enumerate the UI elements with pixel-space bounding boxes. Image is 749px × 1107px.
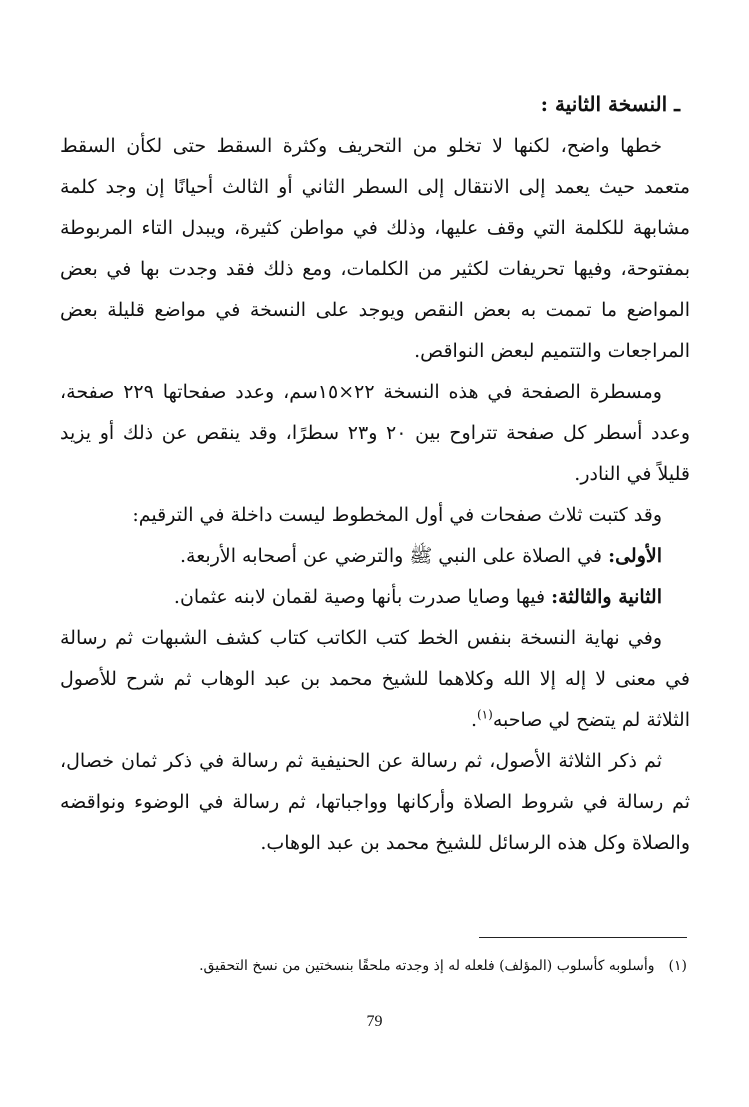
- footnote-number: (١): [668, 958, 687, 974]
- footnote-reference[interactable]: (١): [476, 707, 493, 722]
- paragraph-dimensions: ومسطرة الصفحة في هذه النسخة ٢٢×١٥سم، وعدد صفحاتها ٢٢٩ صفحة، وعدد أسطر كل صفحة تتراوح بين ٢٠ و٢٣ سطرًا، وقد ينقص عن ذلك أو يزيد قليلاً في النادر.: [60, 381, 691, 485]
- first-page-text: في الصلاة على النبي ﷺ والترضي عن أصحابه الأربعة.: [180, 545, 609, 567]
- paragraph-description: خطها واضح، لكنها لا تخلو من التحريف وكثرة السقط حتى لكأن السقط متعمد حيث يعمد إلى الانتقال إلى السطر الثاني أو الثالث أحيانًا إن وجد كلمة مشابهة للكلمة التي وقف عليها، وذلك في مواطن كثيرة، ويبدل التاء المربوطة بمفتوحة، وفيها تحريفات لكثير من الكلمات، ومع ذلك فقد وجدت بها في بعض المواضع ما تممت به بعض النقص ويوجد على النسخة في مواضع قليلة بعض المراجعات والتتميم لبعض النواقص.: [60, 135, 690, 362]
- footnote-divider: [479, 937, 687, 938]
- page-number: 79: [366, 1013, 383, 1030]
- paragraph-second-third-pages: [60, 577, 690, 618]
- paragraph-end-contents: [60, 618, 690, 741]
- section-heading: ـ النسخة الثانية :: [540, 92, 680, 116]
- footnote: [67, 955, 687, 977]
- first-page-label: الأولى:: [608, 545, 662, 567]
- end-contents-period: .: [470, 709, 477, 731]
- footnote-text: وأسلوبه كأسلوب (المؤلف) فلعله له إذ وجدته ملحقًا بنسختين من نسخ التحقيق.: [199, 958, 655, 974]
- paragraph-first-page: [60, 536, 690, 577]
- main-text: [60, 82, 690, 864]
- paragraph-extra-pages: وقد كتبت ثلاث صفحات في أول المخطوط ليست داخلة في الترقيم:: [132, 504, 662, 526]
- end-contents-text: وفي نهاية النسخة بنفس الخط كتب الكاتب كتاب كشف الشبهات ثم رسالة في معنى لا إله إلا الله وكلاهما للشيخ محمد بن عبد الوهاب ثم شرح للأصول الثلاثة لم يتضح لي صاحبه: [60, 627, 690, 731]
- paragraph-treatises: ثم ذكر الثلاثة الأصول، ثم رسالة عن الحنيفية ثم رسالة في ذكر ثمان خصال، ثم رسالة في شروط الصلاة وأركانها وواجباتها، ثم رسالة في الوضوء ونواقضه والصلاة وكل هذه الرسائل للشيخ محمد بن عبد الوهاب.: [60, 750, 690, 854]
- second-third-text: فيها وصايا صدرت بأنها وصية لقمان لابنه عثمان.: [173, 586, 552, 608]
- second-third-label: الثانية والثالثة:: [551, 586, 662, 608]
